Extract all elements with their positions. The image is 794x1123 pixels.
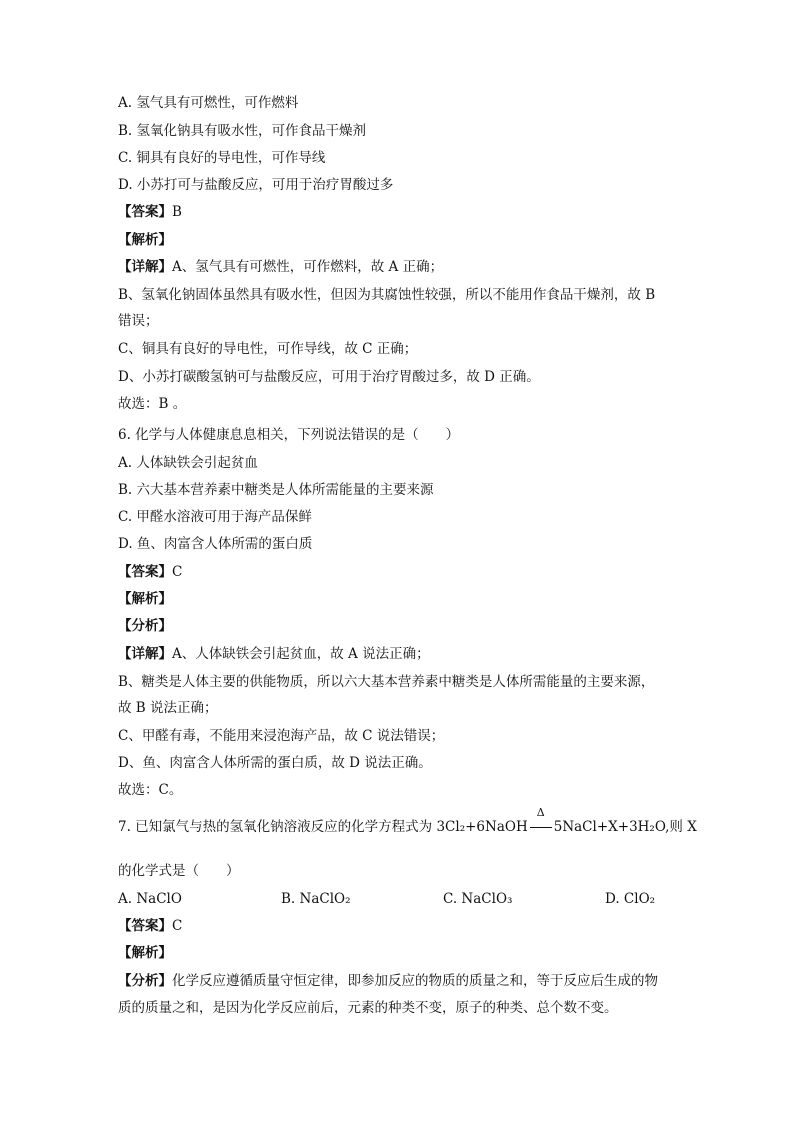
q5-answer-line <box>118 203 182 221</box>
q7-option-a: A. NaClO <box>118 891 182 907</box>
q6-detail-line-1 <box>118 645 430 663</box>
q6-detail-line-3: 故 B 说法正确； <box>118 700 218 716</box>
q7-option-c: C. NaClO₃ <box>443 891 513 907</box>
detail-tag: 【详解】 <box>118 646 172 662</box>
q6-option-d: D. 鱼、肉富含人体所需的蛋白质 <box>118 536 313 552</box>
heat-symbol: Δ <box>536 806 545 819</box>
q5-detail-line-2: B、氢氧化钠固体虽然具有吸水性，但因为其腐蚀性较强，所以不能用作食品干燥剂，故 B <box>118 287 656 303</box>
fenxi-text: 化学反应遵循质量守恒定律，即参加反应的物质的质量之和，等于反应后生成的物 <box>172 973 658 989</box>
q7-stem-line-2: 的化学式是（ ） <box>118 863 240 879</box>
q7-stem-suffix: ,则 X <box>665 819 697 835</box>
fenxi-tag: 【分析】 <box>118 973 172 989</box>
q5-option-a: A. 氢气具有可燃性，可作燃料 <box>118 95 299 111</box>
equals-line <box>530 827 552 828</box>
q5-detail-line-5: D、小苏打碳酸氢钠可与盐酸反应，可用于治疗胃酸过多，故 D 正确。 <box>118 369 540 385</box>
q6-stem: 6. 化学与人体健康息息相关，下列说法错误的是（ ） <box>118 427 460 443</box>
answer-value: B <box>172 204 182 220</box>
answer-tag: 【答案】 <box>118 204 172 220</box>
q5-detail-line-1 <box>118 258 443 276</box>
q7-analysis-tag: 【解析】 <box>118 945 172 961</box>
q7-option-d: D. ClO₂ <box>605 891 656 907</box>
answer-value: C <box>172 918 183 934</box>
equation-right: 5NaCl+X+3H₂O <box>553 819 666 835</box>
q5-detail-line-4: C、铜具有良好的导电性，可作导线，故 C 正确； <box>118 341 418 357</box>
q7-answer-line <box>118 917 182 935</box>
q5-detail-line-3: 错误； <box>118 313 159 329</box>
answer-tag: 【答案】 <box>118 918 172 934</box>
q6-conclusion: 故选：C。 <box>118 782 183 798</box>
q6-option-a: A. 人体缺铁会引起贫血 <box>118 455 258 471</box>
q5-option-d: D. 小苏打可与盐酸反应，可用于治疗胃酸过多 <box>118 177 394 193</box>
q7-stem-line-1 <box>118 806 697 836</box>
q5-option-b: B. 氢氧化钠具有吸水性，可作食品干燥剂 <box>118 123 367 139</box>
q5-analysis-tag: 【解析】 <box>118 232 172 248</box>
q7-fenxi-line-2: 质的质量之和，是因为化学反应前后，元素的种类不变，原子的种类、总个数不变。 <box>118 1000 618 1016</box>
q6-detail-line-2: B、糖类是人体主要的供能物质，所以六大基本营养素中糖类是人体所需能量的主要来源， <box>118 674 655 690</box>
q6-answer-line <box>118 563 182 581</box>
q6-option-b: B. 六大基本营养素中糖类是人体所需能量的主要来源 <box>118 482 434 498</box>
detail-tag: 【详解】 <box>118 259 172 275</box>
answer-value: C <box>172 564 183 580</box>
q7-fenxi-line-1 <box>118 972 658 990</box>
q6-option-c: C. 甲醛水溶液可用于海产品保鲜 <box>118 509 312 525</box>
equation-left: 3Cl₂+6NaOH <box>436 819 528 835</box>
q7-stem-prefix: 7. 已知氯气与热的氢氧化钠溶液反应的化学方程式为 <box>118 819 437 835</box>
q6-detail-line-4: C、甲醛有毒，不能用来浸泡海产品，故 C 说法错误； <box>118 728 445 744</box>
reaction-condition <box>528 806 554 836</box>
q5-conclusion: 故选：B 。 <box>118 396 187 412</box>
answer-tag: 【答案】 <box>118 564 172 580</box>
q5-option-c: C. 铜具有良好的导电性，可作导线 <box>118 150 326 166</box>
detail-text: A、氢气具有可燃性，可作燃料，故 A 正确； <box>172 259 444 275</box>
detail-text: A、人体缺铁会引起贫血，故 A 说法正确； <box>172 646 430 662</box>
q6-fenxi-tag: 【分析】 <box>118 618 172 634</box>
q6-detail-line-5: D、鱼、肉富含人体所需的蛋白质，故 D 说法正确。 <box>118 755 432 771</box>
q6-analysis-tag: 【解析】 <box>118 591 172 607</box>
q7-option-b: B. NaClO₂ <box>281 891 351 907</box>
